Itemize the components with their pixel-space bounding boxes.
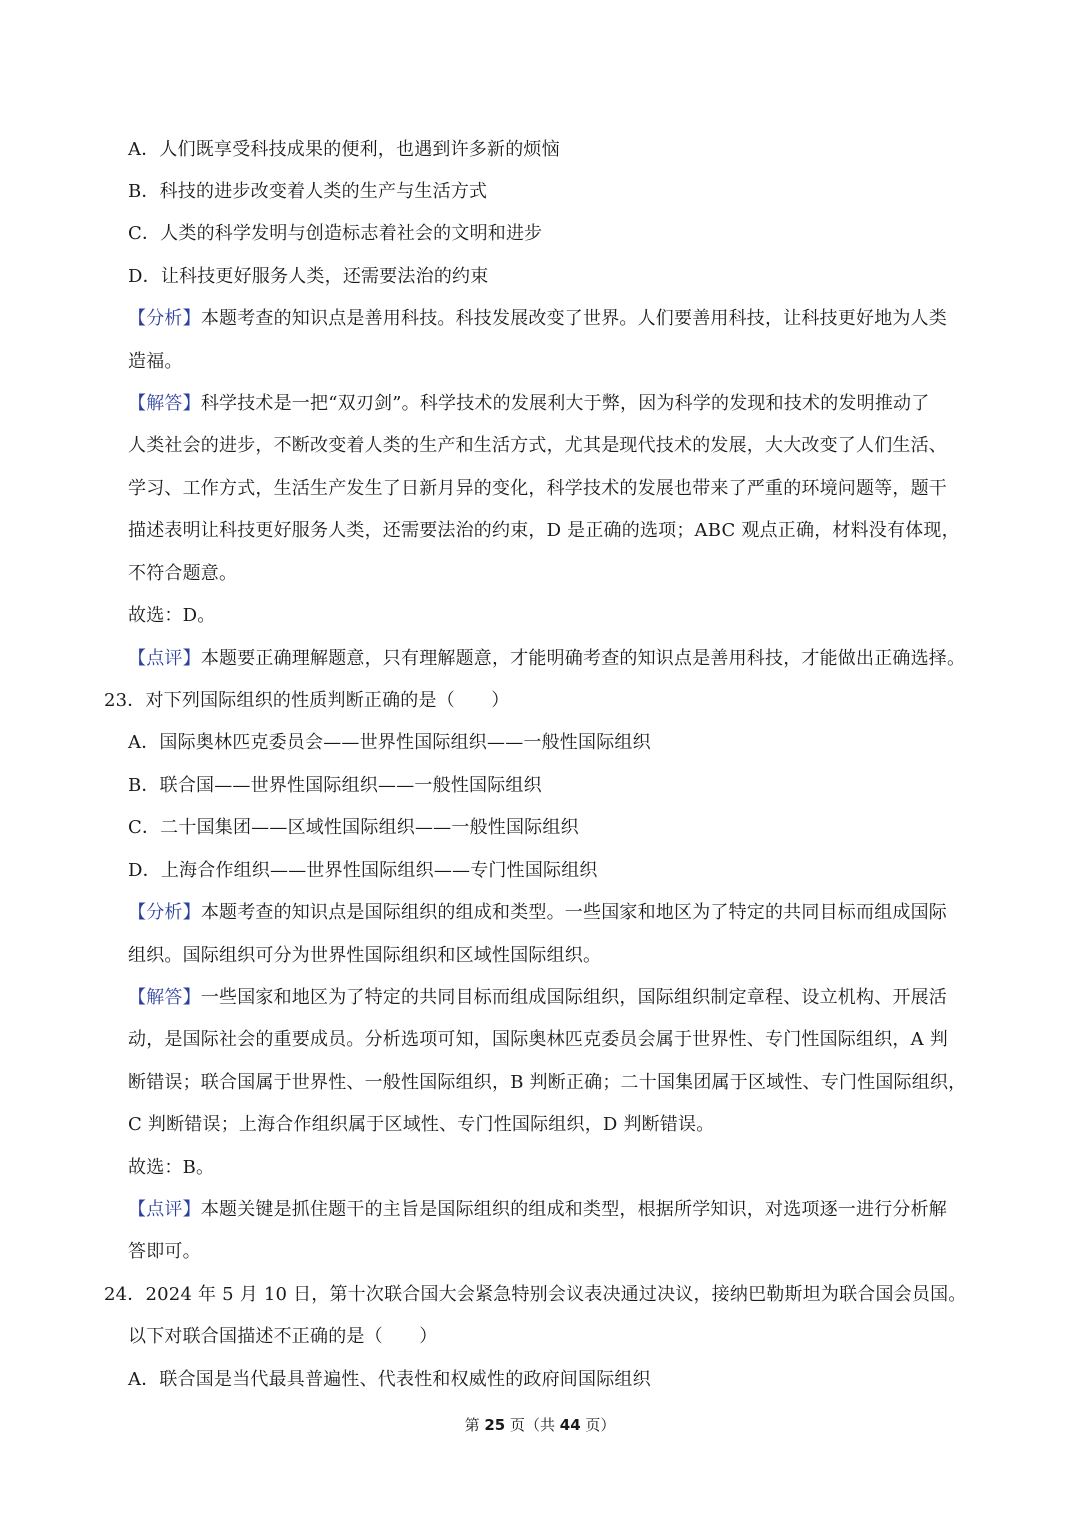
q22-answer-line-5: 不符合题意。 xyxy=(128,563,238,584)
q23-stem: 23．对下列国际组织的性质判断正确的是（ ） xyxy=(104,690,510,711)
q22-analysis-line-1 xyxy=(128,307,988,331)
q22-option-c: C．人类的科学发明与创造标志着社会的文明和进步 xyxy=(128,223,543,244)
q23-option-a: A．国际奥林匹克委员会——世界性国际组织——一般性国际组织 xyxy=(128,732,651,753)
q22-option-b: B．科技的进步改变着人类的生产与生活方式 xyxy=(128,181,488,202)
q23-analysis-text: 本题考查的知识点是国际组织的组成和类型。一些国家和地区为了特定的共同目标而组成国际 xyxy=(200,902,948,923)
q23-answer-line-3: 断错误；联合国属于世界性、一般性国际组织，B 判断正确；二十国集团属于区域性、专门性国际组织， xyxy=(128,1072,967,1093)
q22-comment-line-1 xyxy=(128,647,988,671)
q23-option-d: D．上海合作组织——世界性国际组织——专门性国际组织 xyxy=(128,860,598,881)
q23-analysis-line-1 xyxy=(128,901,988,925)
page-footer xyxy=(0,1414,1080,1436)
q24-option-a: A．联合国是当代最具普遍性、代表性和权威性的政府间国际组织 xyxy=(128,1369,651,1390)
q22-analysis-text: 本题考查的知识点是善用科技。科技发展改变了世界。人们要善用科技，让科技更好地为人类 xyxy=(200,308,948,329)
q22-comment-text: 本题要正确理解题意，只有理解题意，才能明确考查的知识点是善用科技，才能做出正确选择。 xyxy=(200,648,966,669)
q22-answer-line-4: 描述表明让科技更好服务人类，还需要法治的约束，D 是正确的选项；ABC 观点正确，材料没有体现， xyxy=(128,520,960,541)
q22-option-a: A．人们既享受科技成果的便利，也遇到许多新的烦恼 xyxy=(128,139,560,160)
analysis-tag: 【分析】 xyxy=(128,308,201,329)
comment-tag: 【点评】 xyxy=(128,648,201,669)
q22-choice: 故选：D。 xyxy=(128,605,216,626)
footer-page-number: 25 xyxy=(484,1416,506,1434)
q23-answer-line-1 xyxy=(128,986,988,1010)
footer-suffix: 页） xyxy=(580,1416,616,1434)
q23-comment-line-1 xyxy=(128,1198,988,1222)
q23-analysis-line-2: 组织。国际组织可分为世界性国际组织和区域性国际组织。 xyxy=(128,945,602,966)
q23-comment-text: 本题关键是抓住题干的主旨是国际组织的组成和类型，根据所学知识，对选项逐一进行分析解 xyxy=(200,1199,948,1220)
q23-answer-line-2: 动，是国际社会的重要成员。分析选项可知，国际奥林匹克委员会属于世界性、专门性国际组织，A 判 xyxy=(128,1029,948,1050)
q23-comment-line-2: 答即可。 xyxy=(128,1241,201,1262)
footer-prefix: 第 xyxy=(464,1416,485,1434)
q23-answer-line-4: C 判断错误；上海合作组织属于区域性、专门性国际组织，D 判断错误。 xyxy=(128,1114,715,1135)
q24-stem-line-2: 以下对联合国描述不正确的是（ ） xyxy=(128,1326,438,1347)
q22-answer-text: 科学技术是一把“双刃剑”。科学技术的发展利大于弊，因为科学的发现和技术的发明推动了 xyxy=(200,393,930,414)
q23-choice: 故选：B。 xyxy=(128,1157,215,1178)
q22-answer-line-2: 人类社会的进步，不断改变着人类的生产和生活方式，尤其是现代技术的发展，大大改变了人们生活、 xyxy=(128,435,947,456)
q22-answer-line-1 xyxy=(128,392,988,416)
q23-option-b: B．联合国——世界性国际组织——一般性国际组织 xyxy=(128,775,542,796)
footer-middle: 页（共 xyxy=(505,1416,560,1434)
footer-total-pages: 44 xyxy=(559,1416,581,1434)
q23-option-c: C．二十国集团——区域性国际组织——一般性国际组织 xyxy=(128,817,579,838)
q22-answer-line-3: 学习、工作方式，生活生产发生了日新月异的变化，科学技术的发展也带来了严重的环境问题等，题干 xyxy=(128,478,947,499)
answer-tag: 【解答】 xyxy=(128,393,201,414)
answer-tag: 【解答】 xyxy=(128,987,201,1008)
q23-answer-text: 一些国家和地区为了特定的共同目标而组成国际组织，国际组织制定章程、设立机构、开展活 xyxy=(200,987,948,1008)
q22-analysis-line-2: 造福。 xyxy=(128,351,183,372)
analysis-tag: 【分析】 xyxy=(128,902,201,923)
q24-stem-line-1: 24．2024 年 5 月 10 日，第十次联合国大会紧急特别会议表决通过决议，接纳巴勒斯坦为联合国会员国。 xyxy=(104,1284,967,1305)
q22-option-d: D．让科技更好服务人类，还需要法治的约束 xyxy=(128,266,489,287)
comment-tag: 【点评】 xyxy=(128,1199,201,1220)
